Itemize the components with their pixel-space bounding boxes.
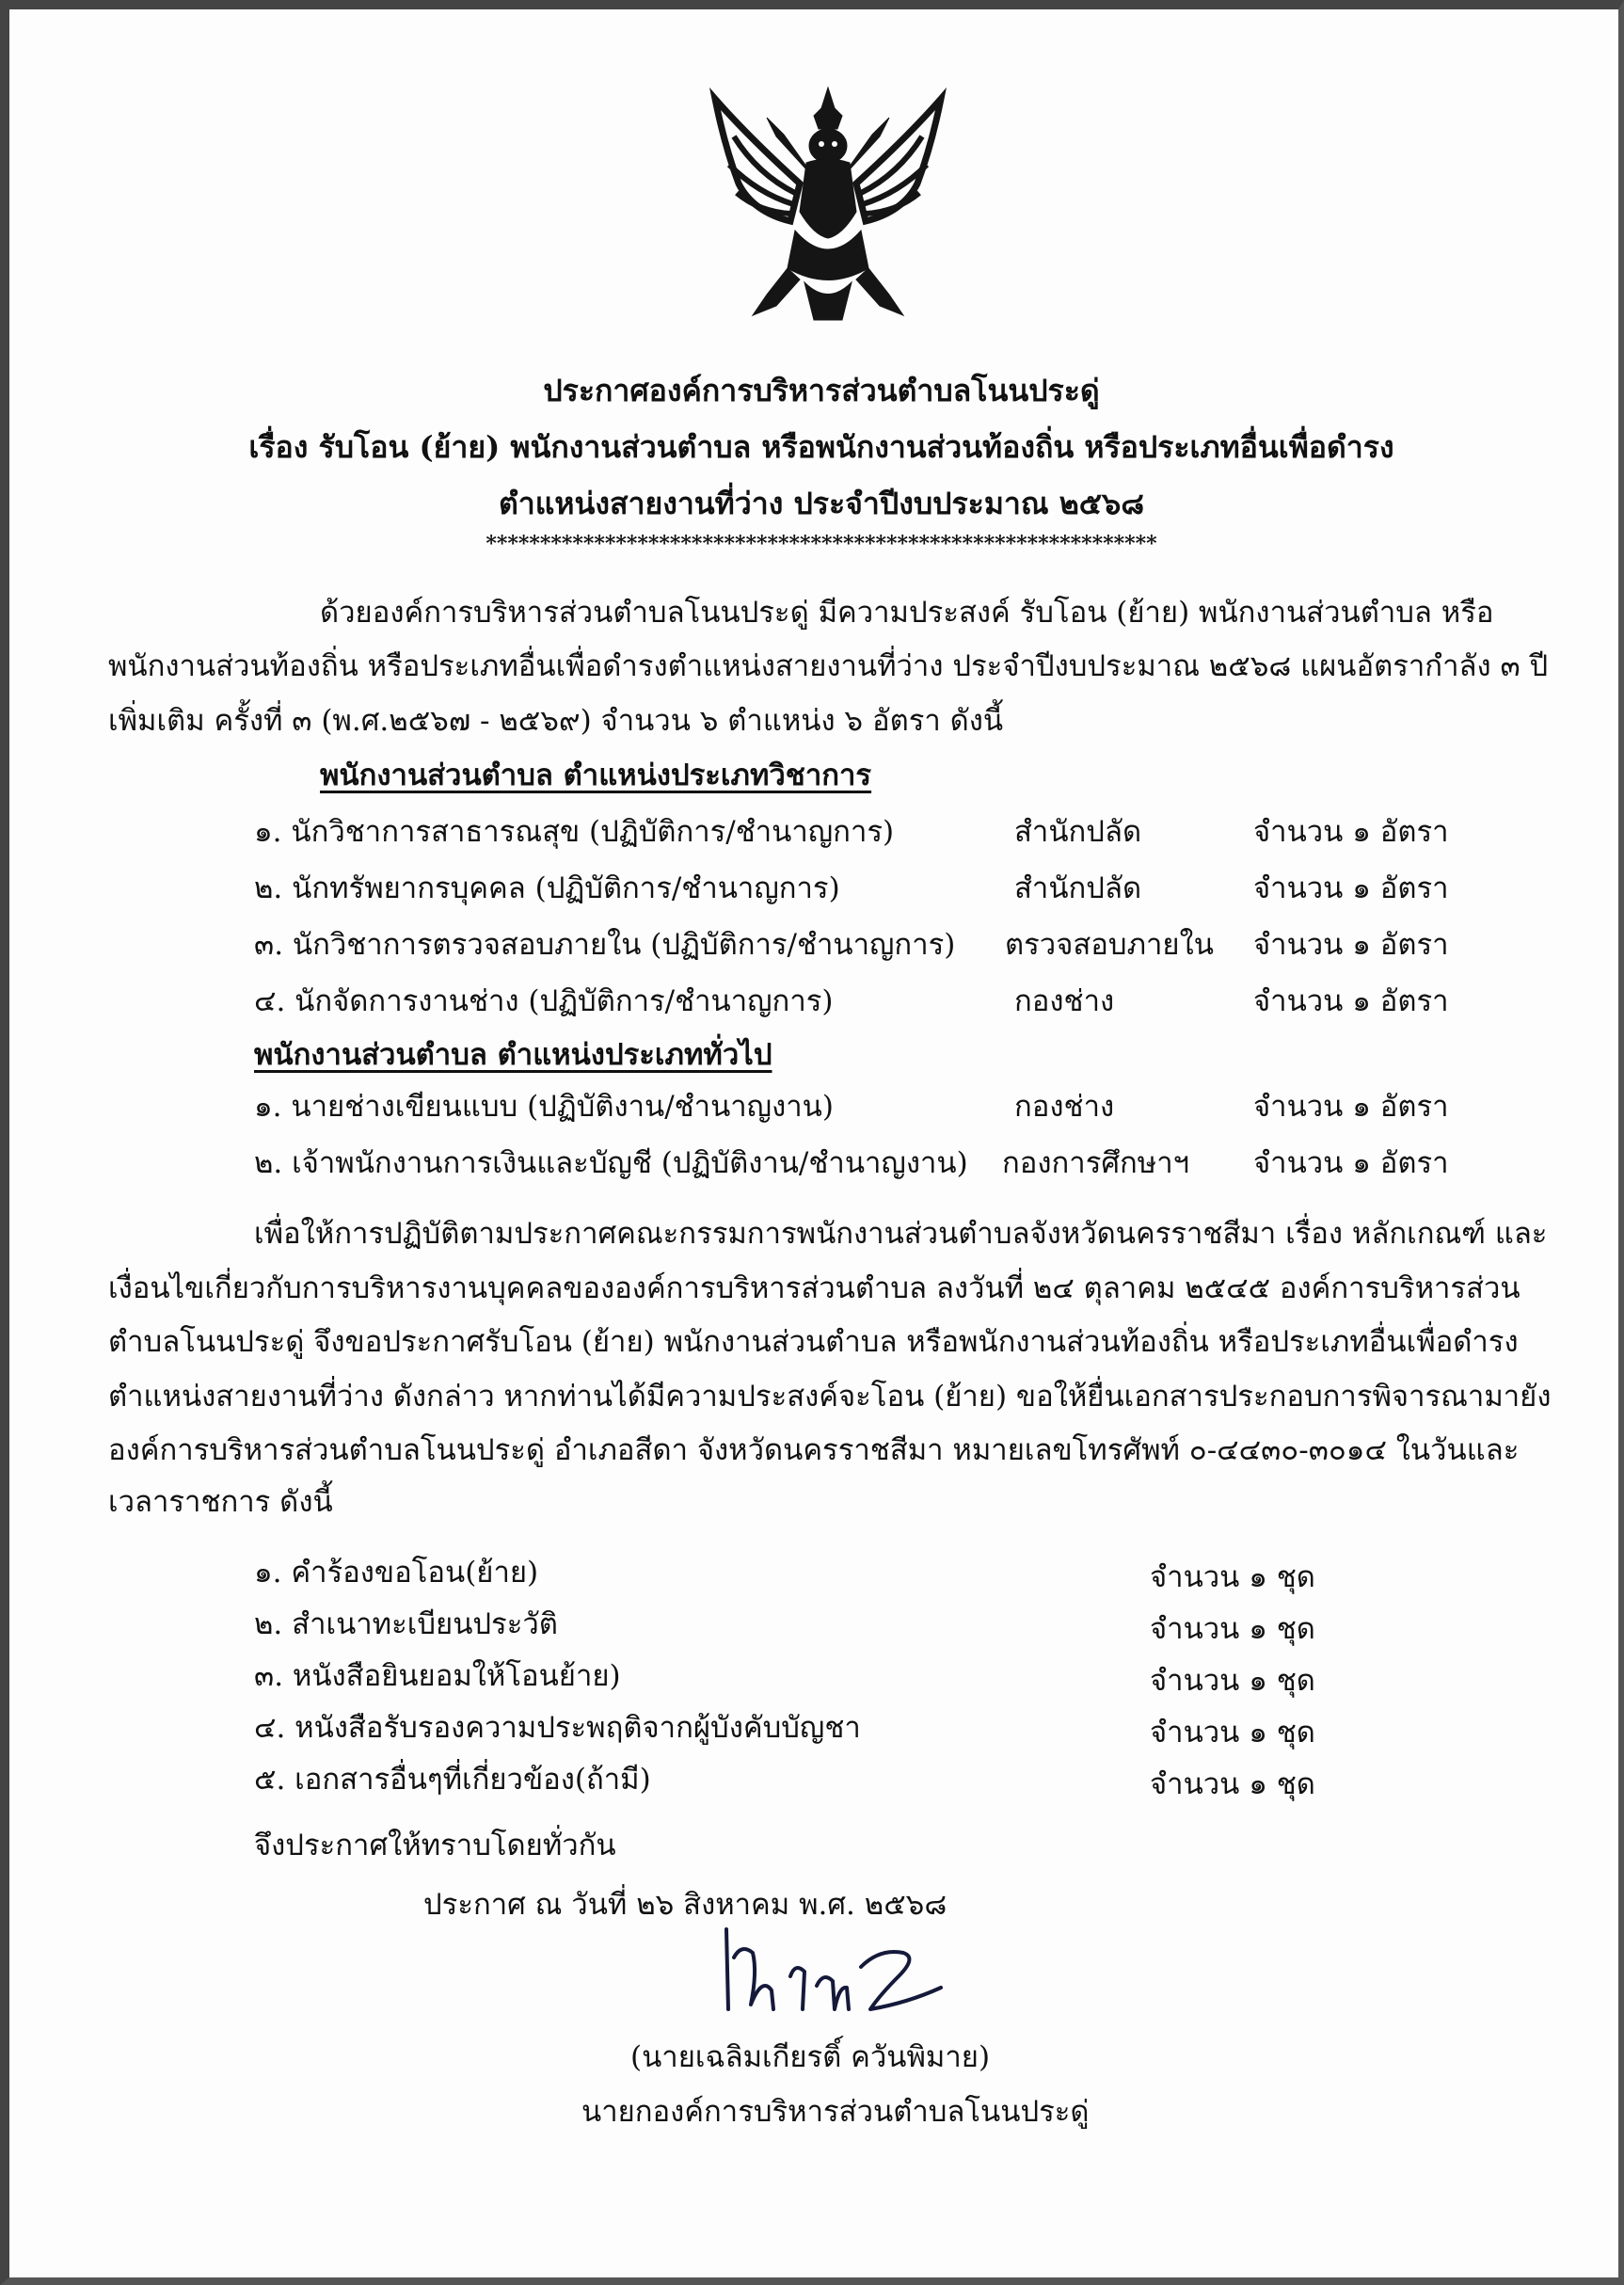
section-heading-general: พนักงานส่วนตำบล ตำแหน่งประเภททั่วไป xyxy=(254,1038,772,1072)
position-department: กองการศึกษาฯ xyxy=(1002,1146,1190,1180)
position-department: สำนักปลัด xyxy=(1014,815,1142,849)
position-title: ๑. นักวิชาการสาธารณสุข (ปฏิบัติการ/ชำนาญการ) xyxy=(254,815,895,849)
document-count: จำนวน ๑ ชุด xyxy=(1150,1612,1315,1646)
document-count: จำนวน ๑ ชุด xyxy=(1150,1560,1315,1594)
position-count: จำนวน ๑ อัตรา xyxy=(1253,1090,1449,1124)
section-heading-academic: พนักงานส่วนตำบล ตำแหน่งประเภทวิชาการ xyxy=(320,759,872,792)
body-line-5: องค์การบริหารส่วนตำบลโนนประดู่ อำเภอสีดา จังหวัดนครราชสีมา หมายเลขโทรศัพท์ ๐-๔๔๓๐-๓๐๑๔ ในวันและ xyxy=(108,1433,1520,1467)
position-count: จำนวน ๑ อัตรา xyxy=(1253,928,1449,962)
intro-line-1: ด้วยองค์การบริหารส่วนตำบลโนนประดู่ มีความประสงค์ รับโอน (ย้าย) พนักงานส่วนตำบล หรือ xyxy=(320,596,1494,630)
position-count: จำนวน ๑ อัตรา xyxy=(1253,871,1449,905)
subject-line-continued: ตำแหน่งสายงานที่ว่าง ประจำปีงบประมาณ ๒๕๖๘ xyxy=(498,486,1145,521)
body-line-3: ตำบลโนนประดู่ จึงขอประกาศรับโอน (ย้าย) พนักงานส่วนตำบล หรือพนักงานส่วนท้องถิ่น หรือประเภทอื่นเพื่อดำรง xyxy=(108,1325,1519,1359)
document-count: จำนวน ๑ ชุด xyxy=(1150,1716,1315,1750)
body-line-2: เงื่อนไขเกี่ยวกับการบริหารงานบุคคลขององค์การบริหารส่วนตำบล ลงวันที่ ๒๔ ตุลาคม ๒๕๔๕ องค์การบริหารส่วน xyxy=(108,1271,1521,1305)
document-name: ๔. หนังสือรับรองความประพฤติจากผู้บังคับบัญชา xyxy=(254,1711,861,1745)
separator-line: ************************************************************** xyxy=(486,532,1157,556)
document-name: ๑. คำร้องขอโอน(ย้าย) xyxy=(254,1556,539,1590)
intro-line-2: พนักงานส่วนท้องถิ่น หรือประเภทอื่นเพื่อดำรงตำแหน่งสายงานที่ว่าง ประจำปีงบประมาณ ๒๕๖๘ แผนอัตรากำลัง ๓ ปี xyxy=(108,649,1549,683)
document-count: จำนวน ๑ ชุด xyxy=(1150,1664,1315,1698)
position-count: จำนวน ๑ อัตรา xyxy=(1253,815,1449,849)
position-title: ๒. เจ้าพนักงานการเงินและบัญชี (ปฏิบัติงาน/ชำนาญงาน) xyxy=(254,1146,968,1180)
position-department: ตรวจสอบภายใน xyxy=(1005,928,1214,962)
position-department: กองช่าง xyxy=(1014,984,1115,1018)
position-title: ๔. นักจัดการงานช่าง (ปฏิบัติการ/ชำนาญการ) xyxy=(254,984,834,1018)
signer-title: นายกองค์การบริหารส่วนตำบลโนนประดู่ xyxy=(581,2095,1090,2129)
signature-mark xyxy=(706,1920,960,2033)
position-department: สำนักปลัด xyxy=(1014,871,1142,905)
garuda-emblem-icon xyxy=(701,80,955,334)
signer-name: (นายเฉลิมเกียรติ์ ควันพิมาย) xyxy=(630,2040,991,2074)
body-line-1: เพื่อให้การปฏิบัติตามประกาศคณะกรรมการพนักงานส่วนตำบลจังหวัดนครราชสีมา เรื่อง หลักเกณฑ์ และ xyxy=(254,1217,1548,1251)
document-name: ๕. เอกสารอื่นๆที่เกี่ยวข้อง(ถ้ามี) xyxy=(254,1763,651,1797)
body-line-4: ตำแหน่งสายงานที่ว่าง ดังกล่าว หากท่านได้มีความประสงค์จะโอน (ย้าย) ขอให้ยื่นเอกสารประกอบการพิจารณามายัง xyxy=(108,1380,1552,1414)
position-title: ๓. นักวิชาการตรวจสอบภายใน (ปฏิบัติการ/ชำนาญการ) xyxy=(254,928,956,962)
position-title: ๑. นายช่างเขียนแบบ (ปฏิบัติงาน/ชำนาญงาน) xyxy=(254,1090,834,1124)
announcement-title: ประกาศองค์การบริหารส่วนตำบลโนนประดู่ xyxy=(543,373,1100,408)
position-count: จำนวน ๑ อัตรา xyxy=(1253,1146,1449,1180)
announcement-date: ประกาศ ณ วันที่ ๒๖ สิงหาคม พ.ศ. ๒๕๖๘ xyxy=(423,1888,947,1922)
document-count: จำนวน ๑ ชุด xyxy=(1150,1767,1315,1801)
body-line-6: เวลาราชการ ดังนี้ xyxy=(108,1485,333,1519)
position-title: ๒. นักทรัพยากรบุคคล (ปฏิบัติการ/ชำนาญการ) xyxy=(254,871,840,905)
intro-line-3: เพิ่มเติม ครั้งที่ ๓ (พ.ศ.๒๕๖๗ - ๒๕๖๙) จำนวน ๖ ตำแหน่ง ๖ อัตรา ดังนี้ xyxy=(108,704,1004,738)
document-name: ๒. สำเนาทะเบียนประวัติ xyxy=(254,1607,558,1641)
subject-line: เรื่อง รับโอน (ย้าย) พนักงานส่วนตำบล หรือพนักงานส่วนท้องถิ่น หรือประเภทอื่นเพื่อดำรง xyxy=(248,429,1394,465)
closing-statement: จึงประกาศให้ทราบโดยทั่วกัน xyxy=(254,1829,616,1862)
document-name: ๓. หนังสือยินยอมให้โอนย้าย) xyxy=(254,1659,621,1693)
position-count: จำนวน ๑ อัตรา xyxy=(1253,984,1449,1018)
position-department: กองช่าง xyxy=(1014,1090,1115,1124)
